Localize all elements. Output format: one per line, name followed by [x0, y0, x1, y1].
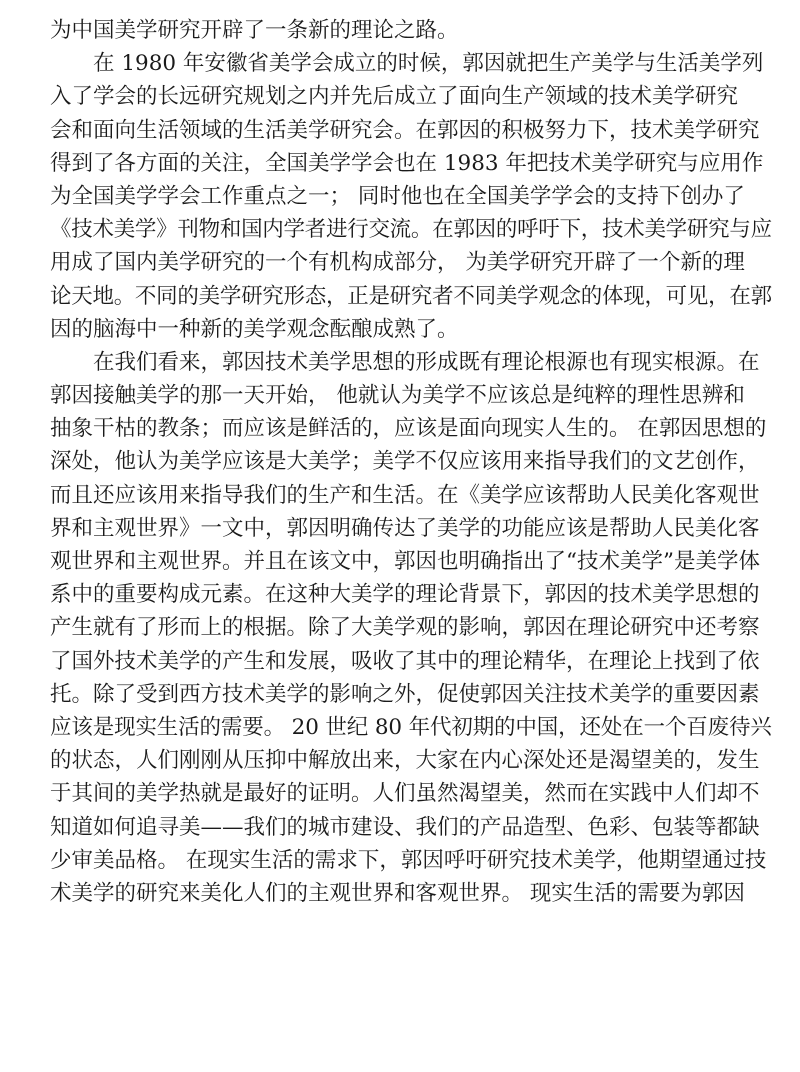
text-line: 了国外技术美学的产生和发展，吸收了其中的理论精华，在理论上找到了依	[50, 648, 760, 674]
text-line: 而且还应该用来指导我们的生产和生活。在《美学应该帮助人民美化客观世	[50, 482, 760, 508]
text-line: 《技术美学》刊物和国内学者进行交流。在郭因的呼吁下，技术美学研究与应	[50, 217, 772, 243]
text-line: 因的脑海中一种新的美学观念酝酿成熟了。	[50, 316, 459, 342]
text-line: 为中国美学研究开辟了一条新的理论之路。	[50, 18, 459, 43]
text-line: 论天地。不同的美学研究形态，正是研究者不同美学观念的体现，可见，在郭	[50, 283, 772, 309]
text-line: 少审美品格。 在现实生活的需求下，郭因呼吁研究技术美学，他期望通过技	[50, 847, 767, 873]
text-line: 观世界和主观世界。并且在该文中，郭因也明确指出了“技术美学”是美学体	[50, 549, 760, 574]
text-line: 产生就有了形而上的根据。除了大美学观的影响，郭因在理论研究中还考察	[50, 615, 760, 641]
paragraph-first-line: 在 1980 年安徽省美学会成立的时候，郭因就把生产美学与生活美学列	[93, 51, 764, 77]
document-page	[50, 14, 772, 910]
text-line: 深处，他认为美学应该是大美学；美学不仅应该用来指导我们的文艺创作，	[50, 449, 760, 475]
text-line: 应该是现实生活的需要。 20 世纪 80 年代初期的中国，还处在一个百废待兴	[50, 714, 772, 740]
text-line: 得到了各方面的关注，全国美学学会也在 1983 年把技术美学研究与应用作	[50, 150, 764, 176]
text-line: 的状态，人们刚刚从压抑中解放出来，大家在内心深处还是渴望美的，发生	[50, 748, 760, 774]
text-line: 为全国美学学会工作重点之一； 同时他也在全国美学学会的支持下创办了	[50, 183, 745, 209]
text-line: 系中的重要构成元素。在这种大美学的理论背景下，郭因的技术美学思想的	[50, 582, 760, 608]
text-line: 知道如何追寻美——我们的城市建设、我们的产品造型、色彩、包装等都缺	[50, 814, 760, 840]
text-line: 术美学的研究来美化人们的主观世界和客观世界。 现实生活的需要为郭因	[50, 880, 745, 906]
text-line: 托。除了受到西方技术美学的影响之外，促使郭因关注技术美学的重要因素	[50, 681, 760, 707]
text-line: 入了学会的长远研究规划之内并先后成立了面向生产领域的技术美学研究	[50, 84, 739, 110]
paragraph-first-line: 在我们看来，郭因技术美学思想的形成既有理论根源也有现实根源。在	[93, 349, 760, 375]
text-line: 抽象干枯的教条；而应该是鲜活的，应该是面向现实人生的。 在郭因思想的	[50, 416, 767, 442]
text-line: 会和面向生活领域的生活美学研究会。在郭因的积极努力下，技术美学研究	[50, 117, 760, 143]
text-line: 界和主观世界》一文中，郭因明确传达了美学的功能应该是帮助人民美化客	[50, 515, 760, 541]
text-line: 于其间的美学热就是最好的证明。人们虽然渴望美，然而在实践中人们却不	[50, 781, 760, 807]
text-line: 用成了国内美学研究的一个有机构成部分， 为美学研究开辟了一个新的理	[50, 250, 745, 276]
text-line: 郭因接触美学的那一天开始， 他就认为美学不应该总是纯粹的理性思辨和	[50, 383, 745, 409]
